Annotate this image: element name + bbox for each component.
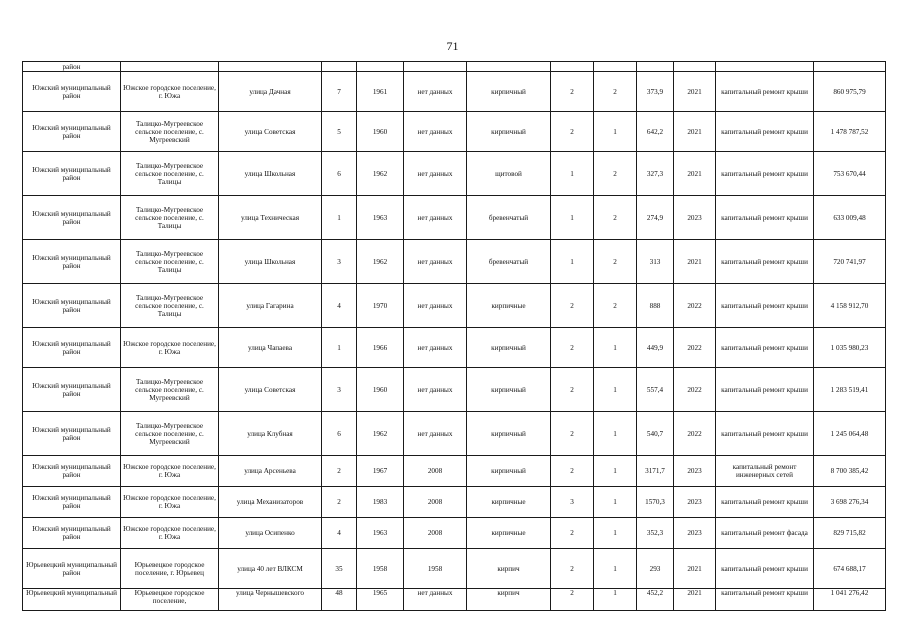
- settlement-cell: Южское городское поселение, г. Южа: [121, 72, 219, 112]
- wall-material-cell: кирпичный: [467, 412, 551, 456]
- wall-material-cell: кирпичный: [467, 72, 551, 112]
- house-cell: 6: [322, 412, 357, 456]
- house-cell: 6: [322, 152, 357, 196]
- settlement-cell: Южское городское поселение, г. Южа: [121, 328, 219, 368]
- year-built-cell: 1965: [357, 589, 404, 611]
- street-cell: улица Чернышевского: [219, 589, 322, 611]
- floors-cell: 3: [551, 487, 594, 518]
- house-cell: 5: [322, 112, 357, 152]
- district-cell: район: [23, 62, 121, 72]
- street-cell: улица Механизаторов: [219, 487, 322, 518]
- repair-year-cell: нет данных: [404, 284, 467, 328]
- settlement-cell: Талицко-Мугреевское сельское поселение, с. Талицы: [121, 240, 219, 284]
- plan-year-cell: 2021: [674, 549, 716, 589]
- street-cell: улица Дачная: [219, 72, 322, 112]
- cost-cell: 633 009,48: [814, 196, 886, 240]
- area-cell: 313: [637, 240, 674, 284]
- cost-cell: 1 478 787,52: [814, 112, 886, 152]
- table-row: [23, 112, 886, 152]
- wall-material-cell: кирпичные: [467, 284, 551, 328]
- work-type-cell: капитальный ремонт крыши: [716, 72, 814, 112]
- area-cell: 449,9: [637, 328, 674, 368]
- wall-material-cell: кирпичный: [467, 368, 551, 412]
- cost-cell: 720 741,97: [814, 240, 886, 284]
- cost-cell: 753 670,44: [814, 152, 886, 196]
- floors-cell: 2: [551, 589, 594, 611]
- district-cell: Южский муниципальный район: [23, 456, 121, 487]
- table-row: [23, 487, 886, 518]
- entrances-cell: 1: [594, 518, 637, 549]
- settlement-cell: Талицко-Мугреевское сельское поселение, с. Мугреевский: [121, 368, 219, 412]
- floors-cell: 2: [551, 368, 594, 412]
- year-built-cell: 1961: [357, 72, 404, 112]
- work-type-cell: капитальный ремонт крыши: [716, 549, 814, 589]
- cost-cell: 1 245 064,48: [814, 412, 886, 456]
- settlement-cell: Талицко-Мугреевское сельское поселение, с. Мугреевский: [121, 112, 219, 152]
- wall-material-cell: бревенчатый: [467, 196, 551, 240]
- street-cell: улица Чапаева: [219, 328, 322, 368]
- wall-material-cell: щитовой: [467, 152, 551, 196]
- entrances-cell: 1: [594, 112, 637, 152]
- wall-material-cell: кирпичный: [467, 112, 551, 152]
- floors-cell: 1: [551, 196, 594, 240]
- plan-year-cell: 2023: [674, 487, 716, 518]
- year-built-cell: 1967: [357, 456, 404, 487]
- cost-cell: 1 283 519,41: [814, 368, 886, 412]
- house-cell: 7: [322, 72, 357, 112]
- repair-year-cell: 2008: [404, 456, 467, 487]
- work-type-cell: капитальный ремонт фасада: [716, 518, 814, 549]
- area-cell: 3171,7: [637, 456, 674, 487]
- house-cell: 3: [322, 368, 357, 412]
- cost-cell: 860 975,79: [814, 72, 886, 112]
- table-row: [23, 196, 886, 240]
- cost-cell: 8 700 385,42: [814, 456, 886, 487]
- table-row: [23, 549, 886, 589]
- cost-cell: 4 158 912,70: [814, 284, 886, 328]
- settlement-cell: Юрьевецкое городское поселение, г. Юрьевец: [121, 549, 219, 589]
- work-type-cell: капитальный ремонт инженерных сетей: [716, 456, 814, 487]
- house-cell: 1: [322, 196, 357, 240]
- district-cell: Южский муниципальный район: [23, 368, 121, 412]
- area-cell: 888: [637, 284, 674, 328]
- year-built-cell: 1962: [357, 152, 404, 196]
- plan-year-cell: 2023: [674, 456, 716, 487]
- settlement-cell: Юрьевецкое городское поселение,: [121, 589, 219, 611]
- street-cell: улица Советская: [219, 368, 322, 412]
- cost-cell: 674 688,17: [814, 549, 886, 589]
- housing-repair-table: [22, 61, 886, 611]
- wall-material-cell: бревенчатый: [467, 240, 551, 284]
- floors-cell: 2: [551, 72, 594, 112]
- settlement-cell: Талицко-Мугреевское сельское поселение, с. Мугреевский: [121, 412, 219, 456]
- repair-year-cell: нет данных: [404, 412, 467, 456]
- year-built-cell: 1962: [357, 240, 404, 284]
- cost-cell: 1 035 980,23: [814, 328, 886, 368]
- work-type-cell: капитальный ремонт крыши: [716, 589, 814, 611]
- year-built-cell: 1970: [357, 284, 404, 328]
- floors-cell: 2: [551, 284, 594, 328]
- entrances-cell: 1: [594, 456, 637, 487]
- work-type-cell: капитальный ремонт крыши: [716, 196, 814, 240]
- area-cell: 452,2: [637, 589, 674, 611]
- table-row: [23, 72, 886, 112]
- plan-year-cell: 2021: [674, 152, 716, 196]
- cost-cell: 3 698 276,34: [814, 487, 886, 518]
- house-cell: 4: [322, 284, 357, 328]
- repair-year-cell: нет данных: [404, 368, 467, 412]
- floors-cell: 2: [551, 412, 594, 456]
- house-cell: 4: [322, 518, 357, 549]
- table-row: [23, 456, 886, 487]
- plan-year-cell: 2023: [674, 518, 716, 549]
- district-cell: Южский муниципальный район: [23, 196, 121, 240]
- plan-year-cell: 2022: [674, 412, 716, 456]
- street-cell: улица Осипенко: [219, 518, 322, 549]
- house-cell: 35: [322, 549, 357, 589]
- entrances-cell: 2: [594, 196, 637, 240]
- entrances-cell: 1: [594, 549, 637, 589]
- district-cell: Южский муниципальный район: [23, 152, 121, 196]
- table-row: [23, 589, 886, 611]
- area-cell: 557,4: [637, 368, 674, 412]
- settlement-cell: Южское городское поселение, г. Южа: [121, 456, 219, 487]
- floors-cell: 1: [551, 152, 594, 196]
- table-row: [23, 240, 886, 284]
- entrances-cell: 1: [594, 328, 637, 368]
- year-built-cell: 1963: [357, 518, 404, 549]
- year-built-cell: 1962: [357, 412, 404, 456]
- plan-year-cell: 2022: [674, 368, 716, 412]
- district-cell: Южский муниципальный район: [23, 328, 121, 368]
- district-cell: Южский муниципальный район: [23, 412, 121, 456]
- work-type-cell: капитальный ремонт крыши: [716, 328, 814, 368]
- page-number: 71: [446, 39, 459, 53]
- year-built-cell: 1960: [357, 368, 404, 412]
- table-row: [23, 152, 886, 196]
- repair-year-cell: нет данных: [404, 72, 467, 112]
- plan-year-cell: 2022: [674, 284, 716, 328]
- plan-year-cell: 2021: [674, 112, 716, 152]
- table-row: [23, 518, 886, 549]
- entrances-cell: 2: [594, 240, 637, 284]
- work-type-cell: капитальный ремонт крыши: [716, 152, 814, 196]
- year-built-cell: 1983: [357, 487, 404, 518]
- entrances-cell: 1: [594, 487, 637, 518]
- repair-year-cell: 1958: [404, 549, 467, 589]
- area-cell: 293: [637, 549, 674, 589]
- settlement-cell: Талицко-Мугреевское сельское поселение, с. Талицы: [121, 196, 219, 240]
- entrances-cell: 1: [594, 412, 637, 456]
- settlement-cell: Южское городское поселение, г. Южа: [121, 518, 219, 549]
- cost-cell: 1 041 276,42: [814, 589, 886, 611]
- repair-year-cell: нет данных: [404, 328, 467, 368]
- year-built-cell: 1960: [357, 112, 404, 152]
- area-cell: 1570,3: [637, 487, 674, 518]
- floors-cell: 1: [551, 240, 594, 284]
- plan-year-cell: 2021: [674, 72, 716, 112]
- wall-material-cell: кирпич: [467, 549, 551, 589]
- street-cell: улица Клубная: [219, 412, 322, 456]
- house-cell: 2: [322, 487, 357, 518]
- floors-cell: 2: [551, 518, 594, 549]
- area-cell: 274,9: [637, 196, 674, 240]
- house-cell: 1: [322, 328, 357, 368]
- street-cell: улица Гагарина: [219, 284, 322, 328]
- entrances-cell: 1: [594, 589, 637, 611]
- plan-year-cell: 2022: [674, 328, 716, 368]
- plan-year-cell: 2021: [674, 240, 716, 284]
- street-cell: улица Школьная: [219, 152, 322, 196]
- entrances-cell: 1: [594, 368, 637, 412]
- house-cell: 2: [322, 456, 357, 487]
- repair-year-cell: нет данных: [404, 196, 467, 240]
- wall-material-cell: кирпич: [467, 589, 551, 611]
- house-cell: 3: [322, 240, 357, 284]
- plan-year-cell: 2023: [674, 196, 716, 240]
- street-cell: улица 40 лет ВЛКСМ: [219, 549, 322, 589]
- year-built-cell: 1963: [357, 196, 404, 240]
- district-cell: Южский муниципальный район: [23, 72, 121, 112]
- work-type-cell: капитальный ремонт крыши: [716, 112, 814, 152]
- wall-material-cell: кирпичный: [467, 328, 551, 368]
- entrances-cell: 2: [594, 152, 637, 196]
- area-cell: 642,2: [637, 112, 674, 152]
- settlement-cell: Талицко-Мугреевское сельское поселение, с. Талицы: [121, 152, 219, 196]
- table-row: [23, 328, 886, 368]
- work-type-cell: капитальный ремонт крыши: [716, 368, 814, 412]
- wall-material-cell: кирпичные: [467, 487, 551, 518]
- district-cell: Южский муниципальный район: [23, 112, 121, 152]
- plan-year-cell: 2021: [674, 589, 716, 611]
- wall-material-cell: кирпичные: [467, 518, 551, 549]
- district-cell: Южский муниципальный район: [23, 240, 121, 284]
- district-cell: Южский муниципальный район: [23, 518, 121, 549]
- area-cell: 327,3: [637, 152, 674, 196]
- work-type-cell: капитальный ремонт крыши: [716, 412, 814, 456]
- year-built-cell: 1958: [357, 549, 404, 589]
- wall-material-cell: кирпичный: [467, 456, 551, 487]
- cost-cell: 829 715,82: [814, 518, 886, 549]
- district-cell: Юрьевецкий муниципальный район: [23, 549, 121, 589]
- repair-year-cell: нет данных: [404, 152, 467, 196]
- table-row: [23, 368, 886, 412]
- house-cell: 48: [322, 589, 357, 611]
- area-cell: 352,3: [637, 518, 674, 549]
- table-row: [23, 284, 886, 328]
- floors-cell: 2: [551, 328, 594, 368]
- street-cell: улица Техническая: [219, 196, 322, 240]
- repair-year-cell: 2008: [404, 487, 467, 518]
- street-cell: улица Школьная: [219, 240, 322, 284]
- area-cell: 540,7: [637, 412, 674, 456]
- repair-year-cell: 2008: [404, 518, 467, 549]
- repair-year-cell: нет данных: [404, 589, 467, 611]
- settlement-cell: Южское городское поселение, г. Южа: [121, 487, 219, 518]
- district-cell: Юрьевецкий муниципальный: [23, 589, 121, 611]
- floors-cell: 2: [551, 456, 594, 487]
- table-row: [23, 62, 886, 72]
- floors-cell: 2: [551, 549, 594, 589]
- work-type-cell: капитальный ремонт крыши: [716, 240, 814, 284]
- year-built-cell: 1966: [357, 328, 404, 368]
- repair-year-cell: нет данных: [404, 240, 467, 284]
- area-cell: 373,9: [637, 72, 674, 112]
- entrances-cell: 2: [594, 72, 637, 112]
- repair-year-cell: нет данных: [404, 112, 467, 152]
- entrances-cell: 2: [594, 284, 637, 328]
- settlement-cell: Талицко-Мугреевское сельское поселение, с. Талицы: [121, 284, 219, 328]
- street-cell: улица Арсеньева: [219, 456, 322, 487]
- district-cell: Южский муниципальный район: [23, 284, 121, 328]
- work-type-cell: капитальный ремонт крыши: [716, 487, 814, 518]
- district-cell: Южский муниципальный район: [23, 487, 121, 518]
- floors-cell: 2: [551, 112, 594, 152]
- work-type-cell: капитальный ремонт крыши: [716, 284, 814, 328]
- table-row: [23, 412, 886, 456]
- street-cell: улица Советская: [219, 112, 322, 152]
